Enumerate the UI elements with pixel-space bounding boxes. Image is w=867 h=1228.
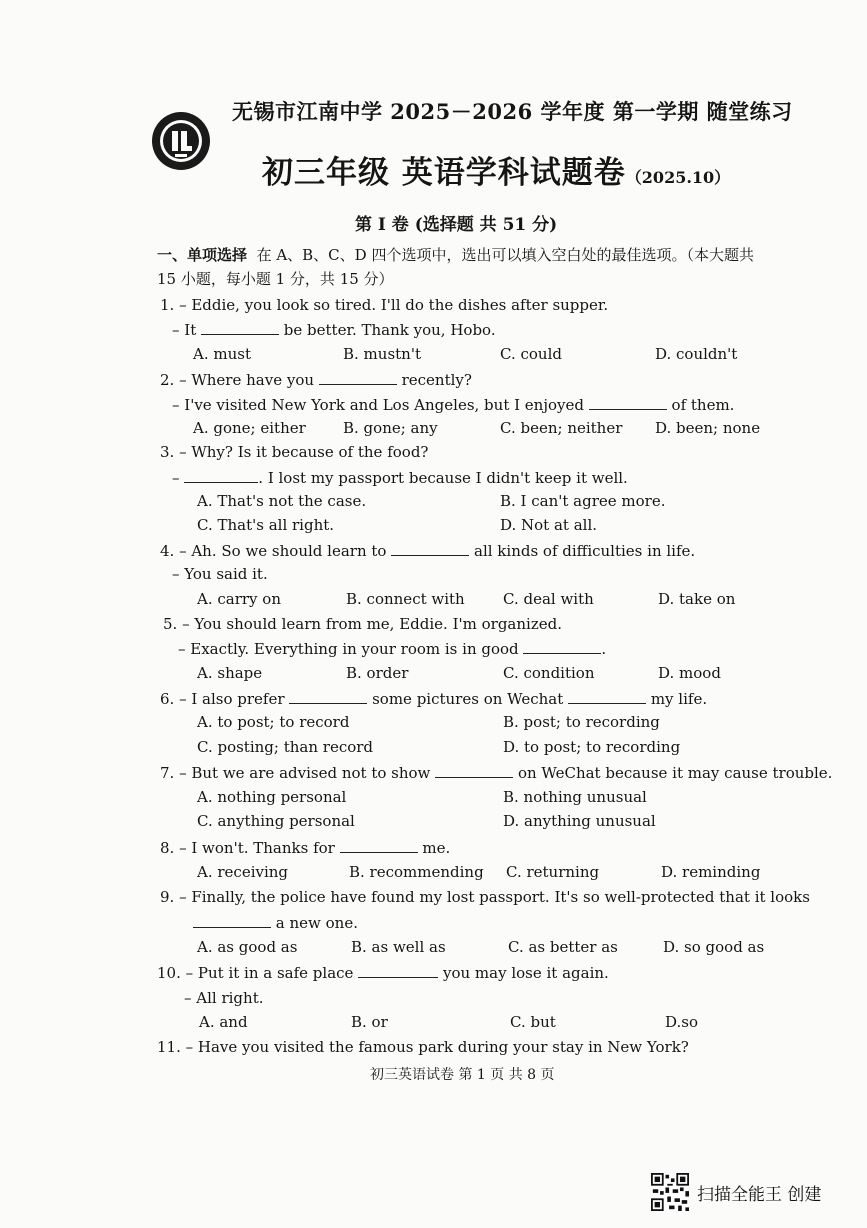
- q9-option-d: D. so good as: [663, 938, 765, 956]
- q9-prompt: 9. – Finally, the police have found my lost passport. It's so well-protected that it looks: [160, 888, 810, 906]
- q3-prompt: 3. – Why? Is it because of the food?: [160, 443, 429, 461]
- q6-option-d: D. to post; to recording: [503, 738, 681, 756]
- answer-blank: [568, 689, 646, 704]
- q4-response: – You said it.: [172, 565, 268, 583]
- q5-response-end: .: [601, 640, 607, 658]
- q8-prompt-start: 8. – I won't. Thanks for: [160, 839, 335, 857]
- q3-option-a: A. That's not the case.: [197, 492, 367, 510]
- q9-option-a: A. as good as: [197, 938, 298, 956]
- q9-prompt-cont: [193, 913, 358, 932]
- q6-option-b: B. post; to recording: [503, 713, 660, 731]
- q1-option-a: A. must: [193, 345, 251, 363]
- q8-option-d: D. reminding: [661, 863, 761, 881]
- q7-option-d: D. anything unusual: [503, 812, 656, 830]
- q4-option-d: D. take on: [658, 590, 736, 608]
- q8-option-b: B. recommending: [349, 863, 484, 881]
- q6-prompt-middle: some pictures on Wechat: [372, 690, 564, 708]
- q4-prompt-start: 4. – Ah. So we should learn to: [160, 542, 387, 560]
- q5-option-b: B. order: [346, 664, 409, 682]
- q4-option-b: B. connect with: [346, 590, 465, 608]
- q10-option-d: D.so: [665, 1013, 698, 1031]
- q1-prompt: 1. – Eddie, you look so tired. I'll do the dishes after supper.: [160, 296, 609, 314]
- page-footer: 初三英语试卷 第 1 页 共 8 页: [370, 1067, 555, 1083]
- q2-response: [172, 395, 734, 414]
- q10-option-c: C. but: [510, 1013, 556, 1031]
- q3-response: [172, 468, 628, 487]
- section-instruction-text: 在 A、B、C、D 四个选项中，选出可以填入空白处的最佳选项。（本大题共 15 小题，每小题 1 分，共 15 分）: [157, 246, 754, 288]
- q1-response-start: – It: [172, 321, 197, 339]
- q7-option-b: B. nothing unusual: [503, 788, 647, 806]
- watermark-text: 扫描全能王 创建: [697, 1184, 822, 1205]
- q10-prompt-end: you may lose it again.: [443, 964, 609, 982]
- q7-option-c: C. anything personal: [197, 812, 355, 830]
- q4-prompt-end: all kinds of difficulties in life.: [474, 542, 696, 560]
- q3-response-start: –: [172, 469, 180, 487]
- answer-blank: [201, 320, 279, 335]
- q1-option-d: D. couldn't: [655, 345, 738, 363]
- q8-prompt: [160, 838, 450, 857]
- q4-option-c: C. deal with: [503, 590, 594, 608]
- q3-option-c: C. That's all right.: [197, 516, 335, 534]
- q8-option-a: A. receiving: [197, 863, 289, 881]
- q6-option-a: A. to post; to record: [197, 713, 350, 731]
- volume-title: 第 I 卷 (选择题 共 51 分): [355, 215, 558, 235]
- q2-prompt-start: 2. – Where have you: [160, 371, 315, 389]
- q3-response-end: . I lost my passport because I didn't keep it well.: [258, 469, 628, 487]
- q8-option-c: C. returning: [506, 863, 600, 881]
- q5-prompt: 5. – You should learn from me, Eddie. I'm organized.: [163, 615, 562, 633]
- q2-prompt-end: recently?: [401, 371, 472, 389]
- q10-prompt: [157, 963, 609, 982]
- q9-option-b: B. as well as: [351, 938, 446, 956]
- q6-option-c: C. posting; than record: [197, 738, 374, 756]
- q5-response-start: – Exactly. Everything in your room is in good: [178, 640, 519, 658]
- q6-prompt: [160, 689, 707, 708]
- q5-option-c: C. condition: [503, 664, 595, 682]
- q7-prompt-start: 7. – But we are advised not to show: [160, 764, 431, 782]
- answer-blank: [589, 395, 667, 410]
- q4-prompt: [160, 541, 695, 560]
- exam-title-text: 初三年级 英语学科试题卷: [262, 155, 626, 191]
- q8-prompt-end: me.: [422, 839, 451, 857]
- q10-option-b: B. or: [351, 1013, 388, 1031]
- answer-blank: [391, 541, 469, 556]
- q1-response: [172, 320, 496, 339]
- q6-prompt-start: 6. – I also prefer: [160, 690, 285, 708]
- q7-prompt-end: on WeChat because it may cause trouble.: [517, 764, 833, 782]
- section-instruction: [157, 243, 769, 291]
- exam-title: [262, 147, 730, 192]
- q7-prompt: [160, 763, 832, 782]
- section-label: 一、单项选择: [157, 246, 248, 264]
- q9-option-c: C. as better as: [508, 938, 618, 956]
- q9-prompt-end: a new one.: [275, 914, 358, 932]
- q2-prompt: [160, 370, 472, 389]
- exam-date: （2025.10）: [625, 168, 731, 187]
- q5-option-a: A. shape: [197, 664, 263, 682]
- q4-option-a: A. carry on: [197, 590, 281, 608]
- answer-blank: [523, 639, 601, 654]
- q10-response: – All right.: [184, 989, 264, 1007]
- q7-option-a: A. nothing personal: [197, 788, 347, 806]
- q2-option-b: B. gone; any: [343, 419, 438, 437]
- q3-option-d: D. Not at all.: [500, 516, 598, 534]
- q2-option-c: C. been; neither: [500, 419, 623, 437]
- q11-prompt: 11. – Have you visited the famous park during your stay in New York?: [157, 1038, 689, 1056]
- q1-option-c: C. could: [500, 345, 562, 363]
- answer-blank: [358, 963, 438, 978]
- answer-blank: [319, 370, 397, 385]
- q3-option-b: B. I can't agree more.: [500, 492, 666, 510]
- q5-response: [178, 639, 606, 658]
- q1-response-end: be better. Thank you, Hobo.: [283, 321, 496, 339]
- answer-blank: [435, 763, 513, 778]
- q5-option-d: D. mood: [658, 664, 721, 682]
- q6-prompt-end: my life.: [650, 690, 708, 708]
- q10-option-a: A. and: [199, 1013, 248, 1031]
- school-term-line: 无锡市江南中学 2025－2026 学年度 第一学期 随堂练习: [232, 99, 793, 124]
- answer-blank: [193, 913, 271, 928]
- qr-code-icon: [651, 1173, 689, 1211]
- school-logo: [150, 110, 212, 172]
- scanner-watermark: [651, 1172, 821, 1212]
- q2-response-end: of them.: [671, 396, 735, 414]
- q1-option-b: B. mustn't: [343, 345, 421, 363]
- answer-blank: [184, 468, 258, 483]
- answer-blank: [340, 838, 418, 853]
- q2-option-a: A. gone; either: [193, 419, 306, 437]
- q2-response-start: – I've visited New York and Los Angeles, but I enjoyed: [172, 396, 584, 414]
- answer-blank: [289, 689, 367, 704]
- q2-option-d: D. been; none: [655, 419, 761, 437]
- q10-prompt-start: 10. – Put it in a safe place: [157, 964, 354, 982]
